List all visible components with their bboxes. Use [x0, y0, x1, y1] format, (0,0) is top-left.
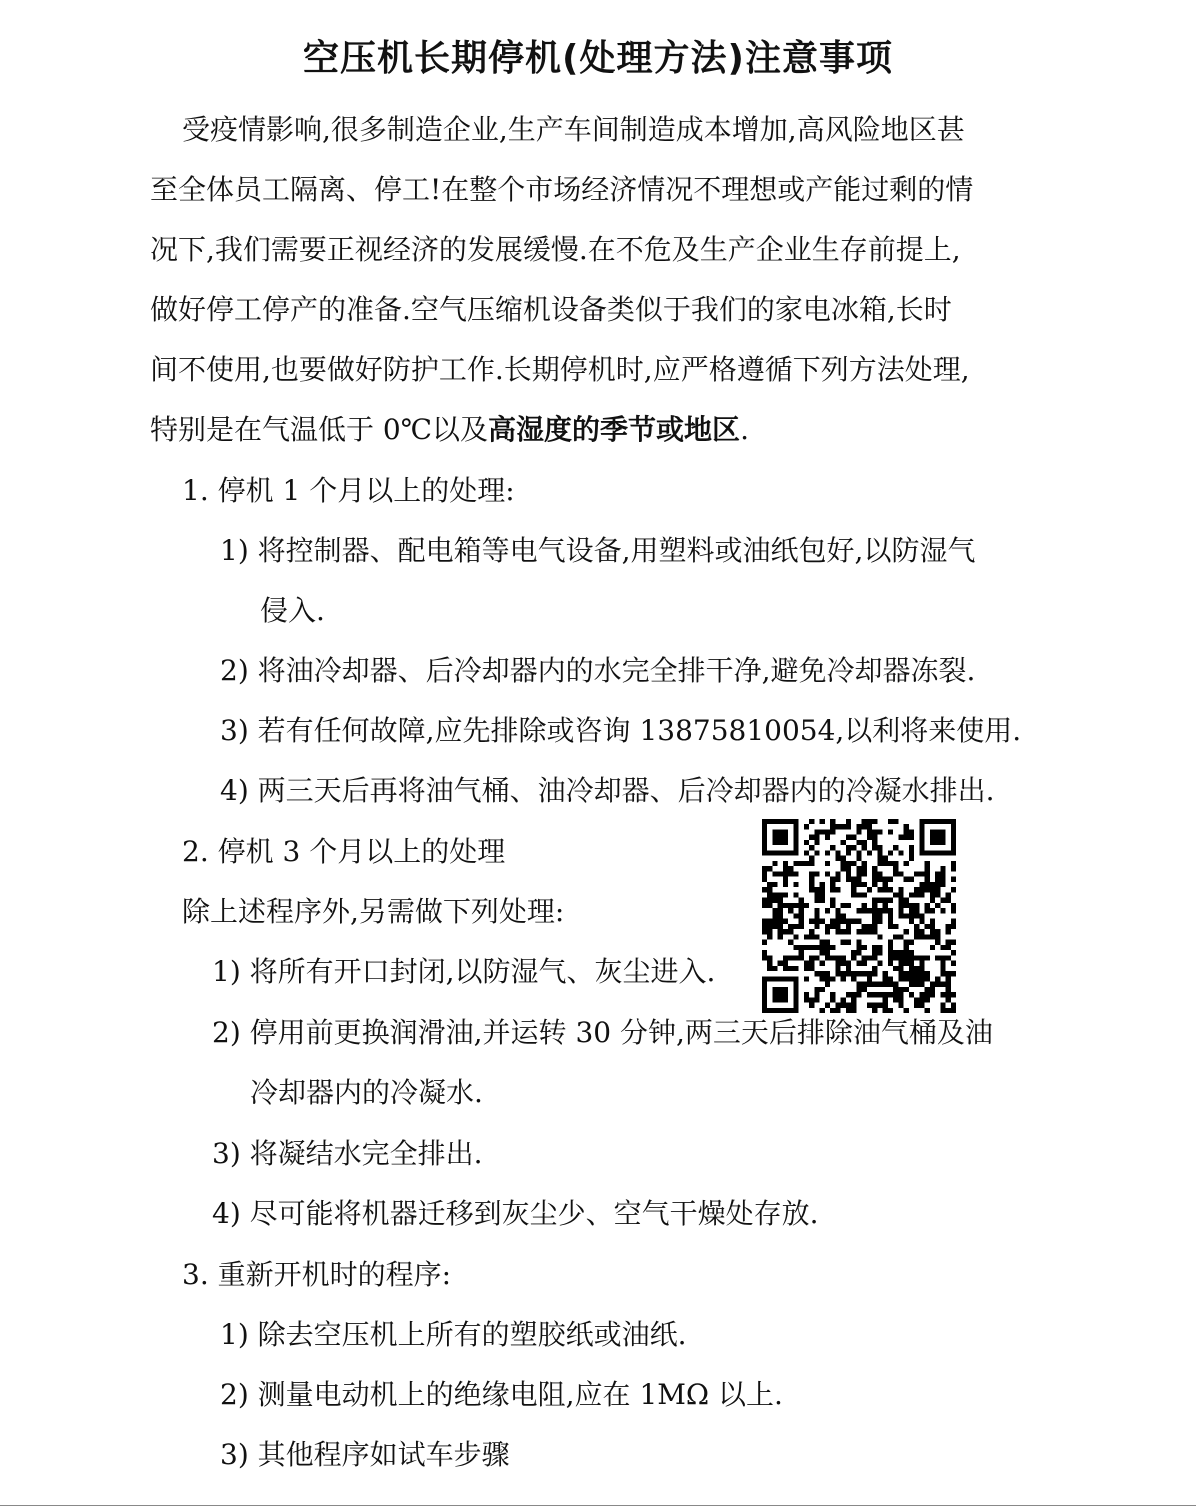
section-3-heading: 3. 重新开机时的程序: — [182, 1258, 452, 1291]
section-2-heading: 2. 停机 3 个月以上的处理 — [182, 835, 506, 868]
section-1-item-2: 2) 将油冷却器、后冷却器内的水完全排干净,避免冷却器冻裂. — [220, 654, 976, 687]
intro-line-2: 至全体员工隔离、停工!在整个市场经济情况不理想或产能过剩的情 — [150, 173, 974, 206]
section-3-item-1: 1) 除去空压机上所有的塑胶纸或油纸. — [220, 1318, 687, 1351]
intro-line-6 — [150, 410, 749, 450]
page-bottom-rule — [0, 1505, 1196, 1506]
section-2-item-1: 1) 将所有开口封闭,以防湿气、灰尘进入. — [212, 955, 716, 988]
intro-line-3: 况下,我们需要正视经济的发展缓慢.在不危及生产企业生存前提上, — [150, 233, 961, 266]
intro-line-6-plain: 特别是在气温低于 0℃以及 — [150, 413, 489, 446]
section-1-item-1-cont: 侵入. — [260, 594, 325, 627]
section-2-item-2: 2) 停用前更换润滑油,并运转 30 分钟,两三天后排除油气桶及油 — [212, 1016, 993, 1049]
section-2-item-2-cont: 冷却器内的冷凝水. — [250, 1076, 483, 1109]
section-1-item-1: 1) 将控制器、配电箱等电气设备,用塑料或油纸包好,以防湿气 — [220, 534, 976, 567]
section-1-heading: 1. 停机 1 个月以上的处理: — [182, 474, 515, 507]
intro-line-4: 做好停工停产的准备.空气压缩机设备类似于我们的家电冰箱,长时 — [150, 293, 952, 326]
intro-line-5: 间不使用,也要做好防护工作.长期停机时,应严格遵循下列方法处理, — [150, 353, 970, 386]
intro-line-6-end: . — [740, 413, 749, 446]
document-title: 空压机长期停机(处理方法)注意事项 — [303, 38, 893, 79]
section-1-item-3: 3) 若有任何故障,应先排除或咨询 13875810054,以利将来使用. — [220, 714, 1022, 747]
section-3-item-2: 2) 测量电动机上的绝缘电阻,应在 1MΩ 以上. — [220, 1378, 783, 1411]
intro-line-6-bold: 高湿度的季节或地区 — [488, 413, 741, 446]
section-1-item-4: 4) 两三天后再将油气桶、油冷却器、后冷却器内的冷凝水排出. — [220, 774, 995, 807]
intro-line-1: 受疫情影响,很多制造企业,生产车间制造成本增加,高风险地区甚 — [182, 113, 965, 146]
section-2-item-3: 3) 将凝结水完全排出. — [212, 1137, 483, 1170]
section-3-item-3: 3) 其他程序如试车步骤 — [220, 1438, 510, 1471]
section-2-item-4: 4) 尽可能将机器迁移到灰尘少、空气干燥处存放. — [212, 1197, 819, 1230]
qr-code-icon[interactable] — [762, 819, 956, 1013]
section-2-subheading: 除上述程序外,另需做下列处理: — [182, 895, 565, 928]
